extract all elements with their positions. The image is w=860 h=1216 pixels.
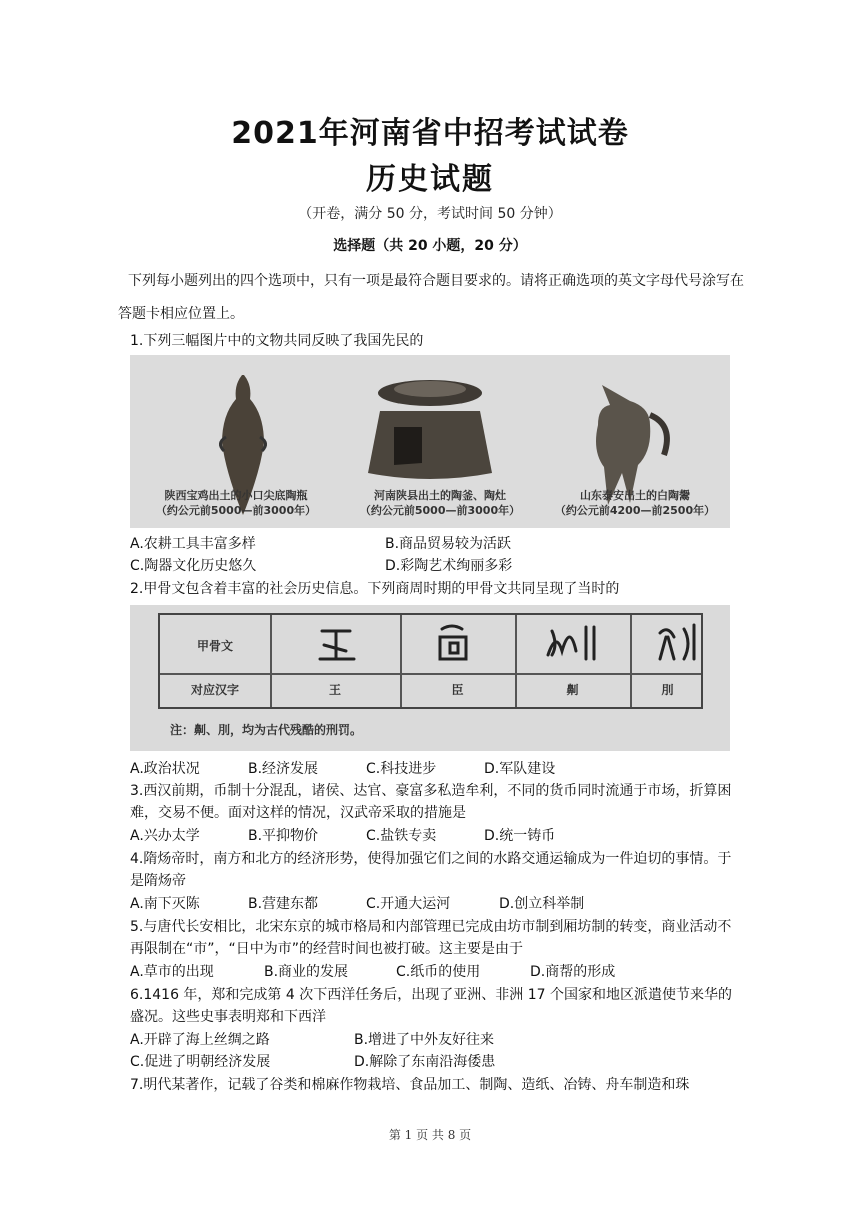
- question-4-stem: 4.隋炀帝时，南方和北方的经济形势，使得加强它们之间的水路交通运输成为一件迫切的事情。于是隋炀帝: [130, 851, 732, 889]
- option-c[interactable]: C.促进了明朝经济发展: [130, 1054, 271, 1070]
- question-1-options-row2: [130, 555, 742, 577]
- question-1-options-row1: [130, 533, 742, 555]
- option-d[interactable]: D.军队建设: [484, 761, 556, 777]
- question-7-stem: 7.明代某著作，记载了谷类和棉麻作物栽培、食品加工、制陶、造纸、冶铸、舟车制造和珠: [130, 1077, 690, 1093]
- artifact-2-period: （约公元前5000—前3000年）: [359, 504, 521, 517]
- option-c[interactable]: C.纸币的使用: [396, 964, 481, 980]
- question-3-options: [130, 825, 742, 847]
- question-5-stem: 5.与唐代长安相比，北宋东京的城市格局和内部管理已完成由坊市制到厢坊制的转变，商业活动不再限制在“市”，“日中为市”的经营时间也被打破。这主要是由于: [130, 919, 732, 957]
- artifact-2-caption: 河南陕县出土的陶釜、陶灶: [374, 489, 506, 502]
- row-label-chinese: 对应汉字: [190, 683, 239, 697]
- white-pitcher-image: [596, 385, 667, 505]
- page-footer: 第 1 页 共 8 页: [388, 1128, 472, 1142]
- exam-title: 2021年河南省中招考试试卷: [231, 116, 629, 151]
- oracle-glyph-drawings: [160, 615, 705, 673]
- option-a[interactable]: A.开辟了海上丝绸之路: [130, 1032, 270, 1048]
- artifact-3-period: （约公元前4200—前2500年）: [554, 504, 716, 517]
- artifacts-figure: [130, 355, 730, 528]
- question-5-options: [130, 961, 742, 983]
- oracle-bone-table: [158, 613, 703, 709]
- question-2-stem: 2.甲骨文包含着丰富的社会历史信息。下列商周时期的甲骨文共同呈现了当时的: [130, 581, 620, 597]
- glyph-yue: 刖: [661, 683, 674, 697]
- question-2-options: [130, 758, 742, 780]
- option-c[interactable]: C.盐铁专卖: [366, 828, 437, 844]
- option-b[interactable]: B.经济发展: [248, 761, 319, 777]
- option-d[interactable]: D.解除了东南沿海倭患: [354, 1054, 496, 1070]
- artifact-1-caption: 陕西宝鸡出土的小口尖底陶瓶: [164, 489, 308, 502]
- section-heading: 选择题（共 20 小题，20 分）: [333, 238, 527, 254]
- oracle-glyph-yue: [660, 625, 694, 659]
- option-a[interactable]: A.草市的出现: [130, 964, 214, 980]
- option-b[interactable]: B.商品贸易较为活跃: [385, 536, 512, 552]
- oracle-bone-figure: [130, 605, 730, 751]
- option-a[interactable]: A.农耕工具丰富多样: [130, 536, 256, 552]
- option-d[interactable]: D.商帮的形成: [530, 964, 616, 980]
- glyph-wang: 王: [328, 683, 341, 697]
- option-a[interactable]: A.兴办太学: [130, 828, 200, 844]
- oracle-glyph-yi: [548, 627, 594, 659]
- option-a[interactable]: A.南下灭陈: [130, 896, 200, 912]
- option-d[interactable]: D.统一铸币: [484, 828, 556, 844]
- question-4-options: [130, 893, 742, 915]
- exam-meta: （开卷，满分 50 分，考试时间 50 分钟）: [298, 206, 562, 222]
- artifact-1-period: （约公元前5000—前3000年）: [155, 504, 317, 517]
- option-d[interactable]: D.创立科举制: [499, 896, 585, 912]
- artifact-3-caption: 山东泰安出土的白陶鬶: [580, 489, 690, 502]
- exam-subtitle: 历史试题: [366, 162, 494, 197]
- option-b[interactable]: B.增进了中外友好往来: [354, 1032, 495, 1048]
- oracle-glyph-wang: [320, 631, 354, 659]
- option-b[interactable]: B.平抑物价: [248, 828, 319, 844]
- instructions: 下列每小题列出的四个选项中，只有一项是最符合题目要求的。请将正确选项的英文字母代号涂写在答题卡相应位置上。: [118, 273, 744, 322]
- option-c[interactable]: C.科技进步: [366, 761, 437, 777]
- oracle-glyph-chen: [440, 626, 466, 659]
- question-6-options-row1: [130, 1029, 742, 1051]
- oracle-note: 注：劓、刖，均为古代残酷的刑罚。: [170, 723, 363, 737]
- glyph-yi: 劓: [566, 683, 579, 697]
- option-a[interactable]: A.政治状况: [130, 761, 200, 777]
- option-c[interactable]: C.开通大运河: [366, 896, 451, 912]
- question-6-stem: 6.1416 年，郑和完成第 4 次下西洋任务后，出现了亚洲、非洲 17 个国家和地区派遣使节来华的盛况。这些史事表明郑和下西洋: [130, 987, 732, 1025]
- question-6-options-row2: [130, 1051, 742, 1073]
- option-d[interactable]: D.彩陶艺术绚丽多彩: [385, 558, 513, 574]
- row-label-oracle: 甲骨文: [196, 639, 233, 653]
- option-b[interactable]: B.商业的发展: [264, 964, 349, 980]
- option-b[interactable]: B.营建东都: [248, 896, 319, 912]
- glyph-chen: 臣: [451, 683, 464, 697]
- option-c[interactable]: C.陶器文化历史悠久: [130, 558, 257, 574]
- question-3-stem: 3.西汉前期，币制十分混乱，诸侯、达官、豪富多私造牟利，不同的货币同时流通于市场，折算困难，交易不便。面对这样的情况，汉武帝采取的措施是: [130, 783, 732, 821]
- question-1-stem: 1.下列三幅图片中的文物共同反映了我国先民的: [130, 333, 424, 349]
- cooking-stove-image: [368, 380, 492, 479]
